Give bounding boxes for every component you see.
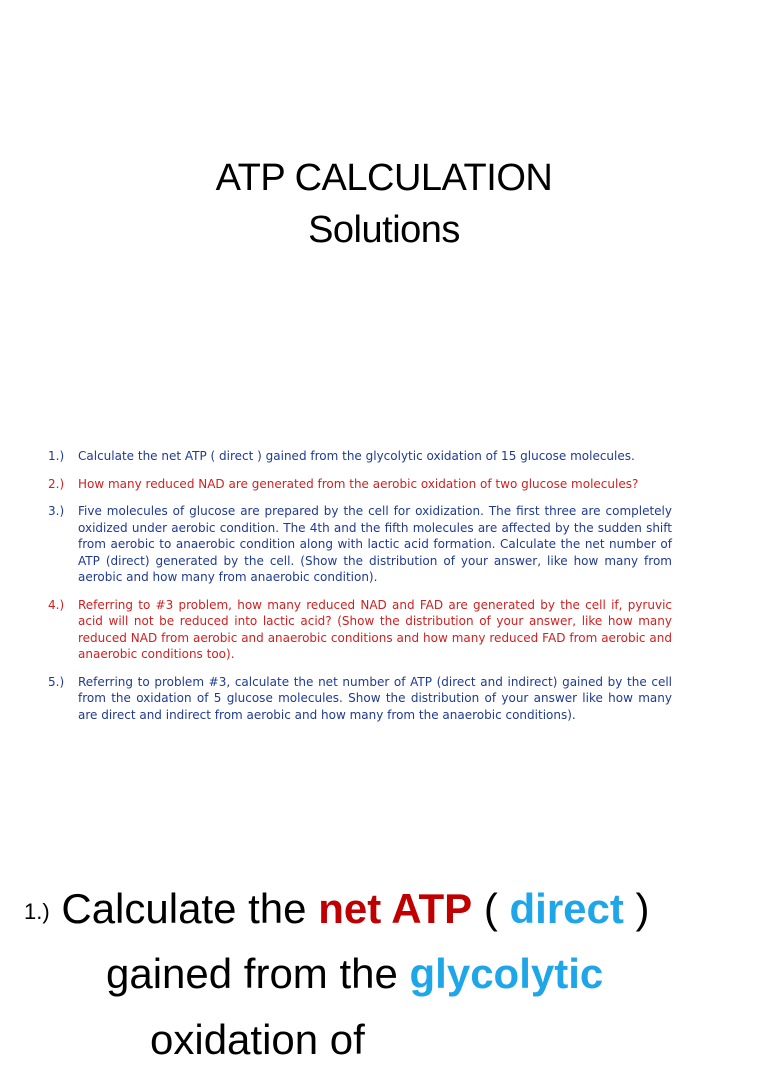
question-number: 1.) xyxy=(48,449,65,463)
page-title xyxy=(0,152,768,256)
question-text: How many reduced NAD are generated from the aerobic oxidation of two glucose molecules? xyxy=(78,476,639,491)
net-atp-term: net ATP xyxy=(318,885,473,932)
highlighted-line-1 xyxy=(0,878,768,943)
title-line-2: Solutions xyxy=(308,209,460,251)
question-list xyxy=(48,448,672,734)
question-number: 3.) xyxy=(48,504,65,518)
question-3 xyxy=(48,503,672,586)
direct-term: direct xyxy=(509,885,624,932)
highlighted-text: gained from the xyxy=(106,950,410,997)
question-text: Referring to problem #3, calculate the net number of ATP (direct and indirect) gained by the cell from the oxidation of 5 glucose molecules. Show the distribution of your answer like how many are direct and indirect from aerobic and how many from the anaerobic conditions). xyxy=(78,674,672,722)
highlighted-question xyxy=(0,878,768,1071)
highlighted-text: ) xyxy=(623,885,650,932)
question-4 xyxy=(48,597,672,663)
question-text: Five molecules of glucose are prepared by the cell for oxidization. The first three are completely oxidized under aerobic condition. The 4th and the fifth molecules are affected by the sudden shift from aerobic to anaerobic condition along with lactic acid formation. Calculate the net number of ATP (direct) generated by the cell. (Show the distribution of your answer, like how many from aerobic and how many from anaerobic condition). xyxy=(78,504,672,584)
question-1 xyxy=(48,448,672,465)
title-line-1: ATP CALCULATION xyxy=(215,157,553,199)
glycolytic-term: glycolytic xyxy=(409,950,604,997)
highlighted-text: Calculate the xyxy=(61,885,319,932)
question-number: 5.) xyxy=(48,674,65,689)
question-text: Referring to #3 problem, how many reduced NAD and FAD are generated by the cell if, pyruvic acid will not be reduced into lactic acid? (Show the distribution of your answer, like how many reduced NAD from aerobic and anaerobic conditions and how many reduced FAD from aerobic and anaerobic conditions too). xyxy=(78,597,672,661)
question-number: 4.) xyxy=(48,597,65,612)
highlighted-line-3 xyxy=(0,1009,768,1071)
highlighted-number: 1.) xyxy=(24,899,50,924)
highlighted-line-2 xyxy=(0,943,768,1005)
highlighted-text: ( xyxy=(472,885,510,932)
question-number: 2.) xyxy=(48,476,65,491)
question-5 xyxy=(48,674,672,724)
question-text: Calculate the net ATP ( direct ) gained from the glycolytic oxidation of 15 glucose molecules. xyxy=(78,449,635,463)
question-2 xyxy=(48,476,672,493)
highlighted-text: oxidation of xyxy=(150,1016,365,1063)
